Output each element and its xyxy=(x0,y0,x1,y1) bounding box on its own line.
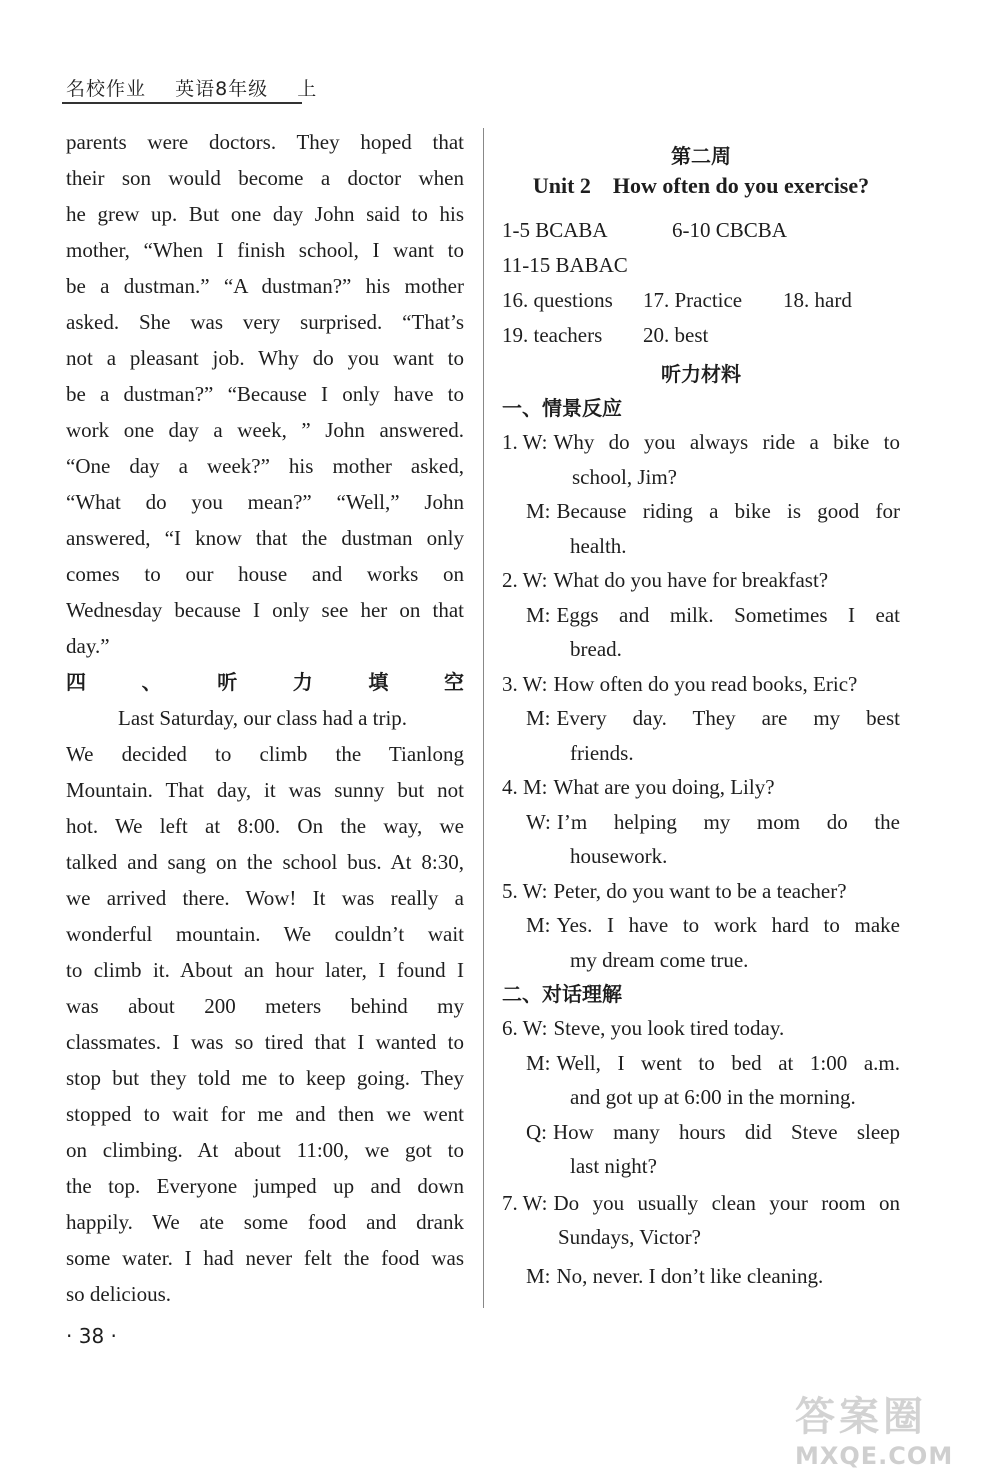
text-line: happily. We ate some food and drank xyxy=(66,1210,464,1234)
dialogue-continuation: last night? xyxy=(570,1154,657,1178)
speaker-label: M: xyxy=(526,1050,551,1075)
text-line: Mountain. That day, it was sunny but not xyxy=(66,778,464,802)
dialogue-continuation: my dream come true. xyxy=(570,947,749,972)
answer-key: 1-5 BCABA xyxy=(502,218,608,242)
answer-row xyxy=(502,318,900,353)
unit-title: How often do you exercise? xyxy=(612,173,870,198)
dialogue-6 xyxy=(502,1011,900,1184)
text-line: Last Saturday, our class had a trip. xyxy=(118,706,408,730)
text-line: day.” xyxy=(66,634,110,658)
dialogue-item xyxy=(502,874,900,978)
text-line: wonderful mountain. We couldn’t wait xyxy=(66,922,464,946)
answer-key: 17. Practice xyxy=(643,288,743,312)
answer-key: 16. questions xyxy=(502,288,613,312)
dialogue-text: I’m helping my mom do the xyxy=(556,809,900,834)
section4-title: 四、听力填空 xyxy=(66,670,464,694)
answer-key: 20. best xyxy=(643,323,709,347)
dialogue-text: Yes. I have to work hard to make xyxy=(556,913,900,937)
speaker-label: 1. W: xyxy=(502,430,548,454)
part2-title: 二、对话理解 xyxy=(502,982,622,1006)
answer-key: 18. hard xyxy=(783,288,852,312)
dialogue-text: Peter, do you want to be a teacher? xyxy=(553,878,847,903)
text-line: hot. We left at 8:00. On the way, we xyxy=(66,814,464,838)
dialogue-item xyxy=(502,425,900,563)
reading-passage xyxy=(66,124,464,664)
dialogue-text: What are you doing, Lily? xyxy=(553,775,775,799)
volume: 上 xyxy=(297,78,318,100)
speaker-label: M: xyxy=(526,602,551,627)
answer-key: 6-10 CBCBA xyxy=(672,218,787,242)
text-line: we arrived there. Wow! It was really a xyxy=(66,886,464,910)
dialogue-text: How many hours did Steve sleep xyxy=(553,1119,900,1144)
dialogue-item xyxy=(502,667,900,771)
book-title: 名校作业 xyxy=(66,78,147,100)
text-line: some water. I had never felt the food was xyxy=(66,1246,464,1270)
dialogue-line xyxy=(502,563,900,598)
text-line: stopped to wait for me and then we went xyxy=(66,1102,464,1126)
dialogue-text: What do you have for breakfast? xyxy=(553,568,829,592)
dialogue-line xyxy=(502,425,900,460)
dialogue-line xyxy=(502,1186,900,1221)
dialogue-line xyxy=(526,908,900,943)
subject-grade: 英语8年级 xyxy=(175,78,269,100)
text-line: “One day a week?” his mother asked, xyxy=(66,454,464,478)
text-line: mother, “When I finish school, I want to xyxy=(66,238,464,262)
dialogue-continuation: and got up at 6:00 in the morning. xyxy=(570,1085,856,1109)
dialogue-line xyxy=(526,1115,900,1150)
text-line: classmates. I was so tired that I wanted to xyxy=(66,1030,464,1054)
text-line: asked. She was very surprised. “That’s xyxy=(66,310,464,334)
right-column xyxy=(502,140,900,1293)
text-line: not a pleasant job. Why do you want to xyxy=(66,346,464,370)
listening-fill-passage xyxy=(66,700,464,1312)
running-header xyxy=(66,74,339,101)
dialogue-line xyxy=(502,770,900,805)
dialogue-continuation: Sundays, Victor? xyxy=(558,1225,702,1249)
dialogue-continuation: health. xyxy=(570,533,627,558)
dialogue-item xyxy=(502,770,900,874)
column-divider xyxy=(483,128,484,1308)
speaker-label: 6. W: xyxy=(502,1016,548,1040)
text-line: Wednesday because I only see her on that xyxy=(66,598,464,622)
dialogue-continuation: school, Jim? xyxy=(572,464,677,489)
speaker-label: M: xyxy=(526,499,551,523)
speaker-label: 3. W: xyxy=(502,671,548,696)
watermark-logo: 答案圈 xyxy=(795,1394,927,1440)
dialogue-text: No, never. I don’t like cleaning. xyxy=(556,1263,824,1288)
answer-key: 11-15 BABAC xyxy=(502,253,628,277)
dialogue-text: Every day. They are my best xyxy=(556,706,900,730)
left-column xyxy=(66,124,464,1312)
speaker-label: M: xyxy=(526,706,551,730)
dialogue-text: Eggs and milk. Sometimes I eat xyxy=(556,602,900,627)
speaker-label: 4. M: xyxy=(502,775,548,799)
text-line: on climbing. At about 11:00, we got to xyxy=(66,1138,464,1162)
watermark-site: MXQE.COM xyxy=(795,1442,954,1470)
answer-row xyxy=(502,213,900,248)
unit-heading xyxy=(502,173,900,199)
dialogue-line xyxy=(502,874,900,909)
text-line: We decided to climb the Tianlong xyxy=(66,742,464,766)
dialogue-list xyxy=(502,425,900,977)
speaker-label: W: xyxy=(526,809,551,834)
dialogue-line xyxy=(502,667,900,702)
text-line: he grew up. But one day John said to his xyxy=(66,202,464,226)
dialogue-text: Do you usually clean your room on xyxy=(553,1190,900,1215)
text-line: be a dustman.” “A dustman?” his mother xyxy=(66,274,464,298)
answer-row xyxy=(502,248,900,283)
dialogue-text: Well, I went to bed at 1:00 a.m. xyxy=(556,1050,900,1075)
text-line: talked and sang on the school bus. At 8:30, xyxy=(66,850,464,874)
page-number: · 38 · xyxy=(66,1324,117,1348)
answer-row xyxy=(502,283,900,318)
dialogue-item xyxy=(502,563,900,667)
text-line: comes to our house and works on xyxy=(66,562,464,586)
unit-label: Unit 2 xyxy=(532,173,591,198)
speaker-label: 7. W: xyxy=(502,1190,548,1215)
dialogue-line xyxy=(526,1046,900,1081)
text-line: work one day a week, ” John answered. xyxy=(66,418,464,442)
text-line: so delicious. xyxy=(66,1282,171,1306)
dialogue-line xyxy=(526,598,900,633)
dialogue-continuation: housework. xyxy=(570,844,668,868)
part1-title: 一、情景反应 xyxy=(502,396,622,420)
listening-title: 听力材料 xyxy=(661,362,741,386)
dialogue-line xyxy=(526,494,900,529)
dialogue-line xyxy=(526,701,900,736)
speaker-label: M: xyxy=(526,913,551,937)
answer-key: 19. teachers xyxy=(502,323,603,347)
text-line: “What do you mean?” “Well,” John xyxy=(66,490,464,514)
speaker-label: Q: xyxy=(526,1119,547,1144)
dialogue-line xyxy=(526,1259,900,1294)
text-line: the top. Everyone jumped up and down xyxy=(66,1174,464,1198)
text-line: answered, “I know that the dustman only xyxy=(66,526,464,550)
dialogue-line xyxy=(526,805,900,840)
dialogue-text: Because riding a bike is good for xyxy=(556,499,900,523)
text-line: be a dustman?” “Because I only have to xyxy=(66,382,464,406)
dialogue-continuation: friends. xyxy=(570,740,634,765)
text-line: to climb it. About an hour later, I found I xyxy=(66,958,464,982)
dialogue-continuation: bread. xyxy=(570,637,622,661)
header-rule xyxy=(62,102,302,104)
dialogue-7 xyxy=(502,1186,900,1294)
speaker-label: 5. W: xyxy=(502,878,548,903)
text-line: stop but they told me to keep going. They xyxy=(66,1066,464,1090)
speaker-label: M: xyxy=(526,1263,551,1288)
dialogue-text: Why do you always ride a bike to xyxy=(553,430,900,454)
dialogue-text: How often do you read books, Eric? xyxy=(553,671,858,696)
speaker-label: 2. W: xyxy=(502,568,548,592)
watermark xyxy=(795,1385,985,1470)
text-line: parents were doctors. They hoped that xyxy=(66,130,464,154)
week-title: 第二周 xyxy=(671,144,731,168)
text-line: was about 200 meters behind my xyxy=(66,994,464,1018)
dialogue-line xyxy=(502,1011,900,1046)
text-line: their son would become a doctor when xyxy=(66,166,464,190)
dialogue-text: Steve, you look tired today. xyxy=(553,1016,785,1040)
